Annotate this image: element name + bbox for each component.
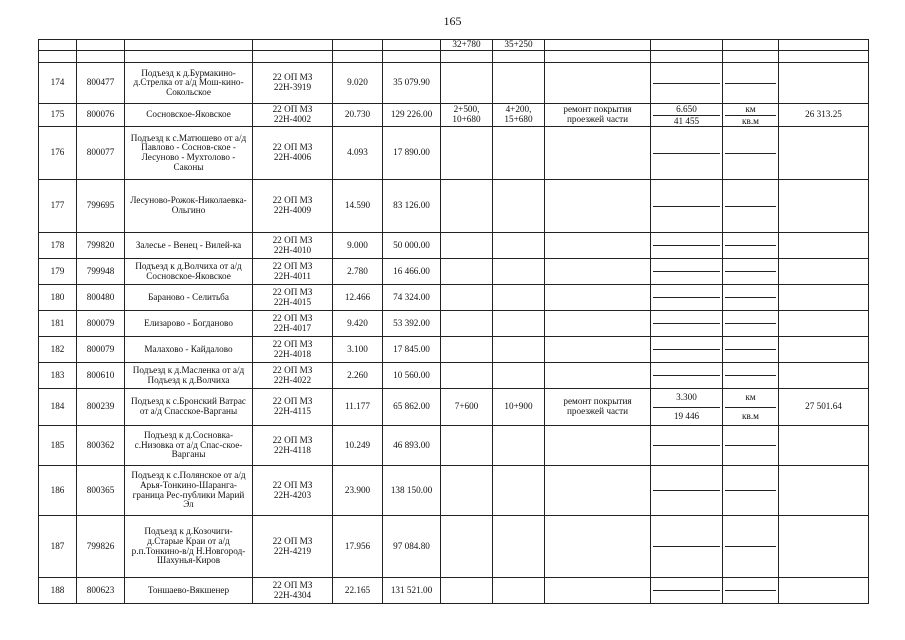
cell-from-km: [441, 516, 493, 578]
unit-value: [725, 466, 776, 490]
cell-length: 2.260: [333, 363, 383, 389]
cell-road-name: Лесуново-Рожок-Николаевка-Ольгино: [125, 180, 253, 233]
cell-road-code: 800239: [77, 389, 125, 426]
cell-length: 9.020: [333, 63, 383, 104]
cell-to-km: [493, 127, 545, 180]
quantity-value: [653, 233, 720, 245]
cell-row-number: 187: [39, 516, 77, 578]
cell-unit: [723, 389, 779, 426]
table-row: [39, 363, 869, 389]
cell-to-km: [493, 426, 545, 466]
unit-value: [725, 285, 776, 297]
unit-value: [725, 490, 776, 515]
cell-unit: [723, 180, 779, 233]
table-row: [39, 426, 869, 466]
cell-work-type: ремонт покрытия проезжей части: [545, 389, 651, 426]
cell-cost: 97 084.80: [383, 516, 441, 578]
quantity-value: [653, 349, 720, 362]
cell-road-id: 22 ОП МЗ 22Н-4219: [253, 516, 333, 578]
cell-road-name: Подъезд к с.Бронский Ватрас от а/д Спасское-Варганы: [125, 389, 253, 426]
cell-from-km: [441, 363, 493, 389]
cell-cost: 46 893.00: [383, 426, 441, 466]
cell-total: [779, 337, 869, 363]
cell-road-name: Подъезд к д.Сосновка-с.Низовка от а/д Спас-ское-Варганы: [125, 426, 253, 466]
cell-to-km: [493, 180, 545, 233]
cell-row-number: 180: [39, 285, 77, 311]
cell-road-code: 799826: [77, 516, 125, 578]
cell-to-km: [493, 337, 545, 363]
cell-cost: 138 150.00: [383, 466, 441, 516]
unit-value: [725, 426, 776, 445]
cell-cost: 65 862.00: [383, 389, 441, 426]
cell-quantity: [651, 63, 723, 104]
table-top-row: [39, 40, 869, 51]
cell-to-km: 35+250: [493, 40, 545, 51]
quantity-value: [653, 578, 720, 590]
cell-unit: [723, 104, 779, 127]
cell-row-number: 182: [39, 337, 77, 363]
cell-work-type: [545, 363, 651, 389]
unit-value: [725, 337, 776, 349]
cell-road-id: 22 ОП МЗ 22Н-4022: [253, 363, 333, 389]
cell-quantity: [651, 180, 723, 233]
cell-road-name: Подъезд к с.Матюшево от а/д Павлово - Соснов-ское - Лесуново - Мухтолово - Саконы: [125, 127, 253, 180]
cell-road-code: 799948: [77, 259, 125, 285]
cell-road-code: 800077: [77, 127, 125, 180]
quantity-value: [653, 271, 720, 284]
quantity-value: [653, 516, 720, 546]
cell-unit: [723, 233, 779, 259]
cell-empty: [333, 40, 383, 51]
cell-quantity: [651, 578, 723, 604]
unit-value: [725, 233, 776, 245]
cell-work-type: ремонт покрытия проезжей части: [545, 104, 651, 127]
cell-work-type: [545, 516, 651, 578]
cell-road-name: Бараново - Селитьба: [125, 285, 253, 311]
cell-road-id: 22 ОП МЗ 22Н-4010: [253, 233, 333, 259]
cell-empty: [125, 40, 253, 51]
cell-work-type: [545, 180, 651, 233]
cell-road-id: 22 ОП МЗ 22Н-4015: [253, 285, 333, 311]
cell-road-name: Залесье - Венец - Вилей-ка: [125, 233, 253, 259]
cell-empty: [651, 40, 723, 51]
cell-from-km: [441, 285, 493, 311]
cell-to-km: [493, 466, 545, 516]
cell-total: [779, 259, 869, 285]
cell-from-km: [441, 127, 493, 180]
cell-from-km: 2+500, 10+680: [441, 104, 493, 127]
cell-road-id: 22 ОП МЗ 22Н-4203: [253, 466, 333, 516]
quantity-value: 19 446: [653, 407, 720, 426]
cell-work-type: [545, 337, 651, 363]
cell-from-km: [441, 426, 493, 466]
table-row: [39, 259, 869, 285]
cell-road-name: Подъезд к с.Полянское от а/д Арья-Тонкино-Шаранга-граница Рес-публики Марий Эл: [125, 466, 253, 516]
cell-road-id: 22 ОП МЗ 22Н-4115: [253, 389, 333, 426]
cell-length: 11.177: [333, 389, 383, 426]
cell-total: [779, 426, 869, 466]
cell-from-km: 7+600: [441, 389, 493, 426]
quantity-value: [653, 323, 720, 336]
unit-value: [725, 259, 776, 271]
cell-quantity: [651, 389, 723, 426]
cell-from-km: [441, 233, 493, 259]
cell-total: [779, 578, 869, 604]
cell-from-km: [441, 63, 493, 104]
cell-road-id: 22 ОП МЗ 22Н-4006: [253, 127, 333, 180]
cell-empty: [253, 40, 333, 51]
cell-road-id: 22 ОП МЗ 22Н-4304: [253, 578, 333, 604]
cell-road-id: 22 ОП МЗ 22Н-4018: [253, 337, 333, 363]
cell-length: 4.093: [333, 127, 383, 180]
cell-road-code: 800079: [77, 311, 125, 337]
cell-to-km: [493, 63, 545, 104]
unit-value: [725, 153, 776, 180]
cell-from-km: [441, 337, 493, 363]
table-row: [39, 389, 869, 426]
cell-road-id: 22 ОП МЗ 22Н-3919: [253, 63, 333, 104]
cell-row-number: 185: [39, 426, 77, 466]
cell-to-km: 10+900: [493, 389, 545, 426]
cell-quantity: [651, 426, 723, 466]
cell-quantity: [651, 259, 723, 285]
cell-work-type: [545, 63, 651, 104]
table-row: [39, 285, 869, 311]
table-row: [39, 233, 869, 259]
unit-value: [725, 516, 776, 546]
table-row: [39, 63, 869, 104]
cell-road-code: 800365: [77, 466, 125, 516]
cell-row-number: 183: [39, 363, 77, 389]
quantity-value: [653, 363, 720, 375]
table-row: [39, 516, 869, 578]
cell-cost: 35 079.90: [383, 63, 441, 104]
quantity-value: [653, 285, 720, 297]
cell-quantity: [651, 285, 723, 311]
cell-from-km: [441, 466, 493, 516]
cell-quantity: [651, 311, 723, 337]
cell-unit: [723, 127, 779, 180]
cell-road-code: 800477: [77, 63, 125, 104]
cell-quantity: [651, 104, 723, 127]
table-spacer-row: [39, 51, 869, 63]
cell-unit: [723, 466, 779, 516]
roads-table: [38, 39, 869, 604]
cell-from-km: [441, 259, 493, 285]
cell-work-type: [545, 127, 651, 180]
cell-road-code: 800480: [77, 285, 125, 311]
cell-work-type: [545, 233, 651, 259]
unit-value: [725, 323, 776, 336]
cell-road-name: Подъезд к д.Бурмакино-д.Стрелка от а/д Мош-кино-Сокольское: [125, 63, 253, 104]
unit-value: [725, 180, 776, 206]
cell-length: 2.780: [333, 259, 383, 285]
cell-road-name: Подъезд к д.Волчиха от а/д Сосновское-Яковское: [125, 259, 253, 285]
quantity-value: 3.300: [676, 392, 697, 402]
cell-quantity: [651, 363, 723, 389]
cell-empty: [77, 40, 125, 51]
quantity-value: [653, 337, 720, 349]
cell-unit: [723, 259, 779, 285]
cell-road-code: 799820: [77, 233, 125, 259]
cell-from-km: 32+780: [441, 40, 493, 51]
cell-row-number: 175: [39, 104, 77, 127]
cell-unit: [723, 516, 779, 578]
unit-value: [725, 590, 776, 603]
quantity-value: [653, 180, 720, 206]
cell-unit: [723, 63, 779, 104]
cell-road-code: 800362: [77, 426, 125, 466]
cell-cost: 16 466.00: [383, 259, 441, 285]
cell-row-number: 178: [39, 233, 77, 259]
cell-from-km: [441, 311, 493, 337]
cell-road-name: Тоншаево-Вякшенер: [125, 578, 253, 604]
cell-total: [779, 127, 869, 180]
cell-total: [779, 516, 869, 578]
unit-value: [725, 363, 776, 375]
cell-road-code: 800610: [77, 363, 125, 389]
cell-unit: [723, 337, 779, 363]
table-row: [39, 578, 869, 604]
cell-work-type: [545, 466, 651, 516]
cell-work-type: [545, 285, 651, 311]
quantity-value: 41 455: [653, 115, 720, 127]
cell-total: [779, 233, 869, 259]
cell-road-name: Елизарово - Богданово: [125, 311, 253, 337]
table-row: [39, 337, 869, 363]
cell-empty: [545, 40, 651, 51]
cell-road-name: Подъезд к д.Масленка от а/д Подъезд к д.Волчиха: [125, 363, 253, 389]
unit-value: [725, 297, 776, 310]
cell-quantity: [651, 127, 723, 180]
quantity-value: [653, 466, 720, 490]
unit-value: [725, 546, 776, 577]
cell-row-number: 181: [39, 311, 77, 337]
cell-total: [779, 311, 869, 337]
cell-cost: 17 890.00: [383, 127, 441, 180]
cell-to-km: [493, 363, 545, 389]
cell-to-km: [493, 311, 545, 337]
cell-work-type: [545, 426, 651, 466]
cell-total: 27 501.64: [779, 389, 869, 426]
cell-empty: [39, 40, 77, 51]
cell-row-number: 186: [39, 466, 77, 516]
cell-work-type: [545, 259, 651, 285]
unit-value: [725, 311, 776, 323]
unit-value: [725, 375, 776, 388]
cell-unit: [723, 285, 779, 311]
cell-cost: 10 560.00: [383, 363, 441, 389]
cell-length: 14.590: [333, 180, 383, 233]
cell-road-code: 799695: [77, 180, 125, 233]
unit-value: км: [745, 392, 756, 402]
quantity-value: [653, 127, 720, 153]
cell-work-type: [545, 311, 651, 337]
cell-length: 12.466: [333, 285, 383, 311]
cell-row-number: 177: [39, 180, 77, 233]
cell-work-type: [545, 578, 651, 604]
cell-empty: [383, 40, 441, 51]
cell-road-code: 800076: [77, 104, 125, 127]
cell-row-number: 179: [39, 259, 77, 285]
unit-value: [725, 271, 776, 284]
cell-row-number: 174: [39, 63, 77, 104]
cell-road-id: 22 ОП МЗ 22Н-4009: [253, 180, 333, 233]
cell-from-km: [441, 578, 493, 604]
cell-unit: [723, 426, 779, 466]
cell-total: [779, 466, 869, 516]
cell-cost: 17 845.00: [383, 337, 441, 363]
cell-empty: [723, 40, 779, 51]
unit-value: [725, 445, 776, 465]
unit-value: [725, 63, 776, 83]
table-row: [39, 127, 869, 180]
cell-to-km: [493, 259, 545, 285]
cell-length: 3.100: [333, 337, 383, 363]
quantity-value: [653, 206, 720, 233]
cell-row-number: 184: [39, 389, 77, 426]
quantity-value: [653, 445, 720, 465]
cell-road-name: Подъезд к д.Козочиги-д.Старые Краи от а/д р.п.Тонкино-в/д Н.Новгород-Шахунья-Киров: [125, 516, 253, 578]
cell-unit: [723, 311, 779, 337]
quantity-value: [653, 297, 720, 310]
cell-cost: 83 126.00: [383, 180, 441, 233]
cell-unit: [723, 578, 779, 604]
table-row: [39, 311, 869, 337]
cell-road-name: Сосновское-Яковское: [125, 104, 253, 127]
cell-road-code: 800079: [77, 337, 125, 363]
unit-value: [725, 349, 776, 362]
quantity-value: [653, 546, 720, 577]
quantity-value: [653, 590, 720, 603]
quantity-value: [653, 83, 720, 104]
unit-value: кв.м: [725, 407, 776, 426]
cell-to-km: [493, 578, 545, 604]
cell-total: [779, 63, 869, 104]
cell-unit: [723, 363, 779, 389]
cell-row-number: 176: [39, 127, 77, 180]
cell-road-id: 22 ОП МЗ 22Н-4011: [253, 259, 333, 285]
cell-road-id: 22 ОП МЗ 22Н-4002: [253, 104, 333, 127]
cell-total: [779, 180, 869, 233]
quantity-value: [653, 375, 720, 388]
cell-road-code: 800623: [77, 578, 125, 604]
cell-from-km: [441, 180, 493, 233]
cell-quantity: [651, 233, 723, 259]
cell-cost: 50 000.00: [383, 233, 441, 259]
cell-to-km: [493, 233, 545, 259]
unit-value: [725, 206, 776, 233]
quantity-value: [653, 259, 720, 271]
cell-length: 10.249: [333, 426, 383, 466]
cell-quantity: [651, 466, 723, 516]
cell-length: 20.730: [333, 104, 383, 127]
cell-row-number: 188: [39, 578, 77, 604]
cell-cost: 129 226.00: [383, 104, 441, 127]
table-row: [39, 104, 869, 127]
cell-total: 26 313.25: [779, 104, 869, 127]
cell-length: 22.165: [333, 578, 383, 604]
cell-empty: [779, 40, 869, 51]
quantity-value: [653, 490, 720, 515]
cell-to-km: [493, 285, 545, 311]
table-row: [39, 466, 869, 516]
quantity-value: [653, 153, 720, 180]
cell-total: [779, 285, 869, 311]
page-number: 165: [443, 14, 462, 28]
cell-to-km: [493, 516, 545, 578]
quantity-value: [653, 426, 720, 445]
cell-length: 23.900: [333, 466, 383, 516]
unit-value: км: [745, 104, 756, 114]
quantity-value: [653, 311, 720, 323]
cell-cost: 131 521.00: [383, 578, 441, 604]
cell-total: [779, 363, 869, 389]
unit-value: кв.м: [725, 115, 776, 127]
cell-quantity: [651, 337, 723, 363]
unit-value: [725, 127, 776, 153]
cell-to-km: 4+200, 15+680: [493, 104, 545, 127]
unit-value: [725, 83, 776, 104]
cell-cost: 53 392.00: [383, 311, 441, 337]
quantity-value: [653, 245, 720, 258]
cell-cost: 74 324.00: [383, 285, 441, 311]
cell-road-id: 22 ОП МЗ 22Н-4017: [253, 311, 333, 337]
cell-length: 17.956: [333, 516, 383, 578]
cell-road-name: Малахово - Кайдалово: [125, 337, 253, 363]
unit-value: [725, 578, 776, 590]
cell-length: 9.000: [333, 233, 383, 259]
cell-length: 9.420: [333, 311, 383, 337]
quantity-value: 6.650: [676, 104, 697, 114]
cell-road-id: 22 ОП МЗ 22Н-4118: [253, 426, 333, 466]
quantity-value: [653, 63, 720, 83]
cell-quantity: [651, 516, 723, 578]
unit-value: [725, 245, 776, 258]
table-row: [39, 180, 869, 233]
